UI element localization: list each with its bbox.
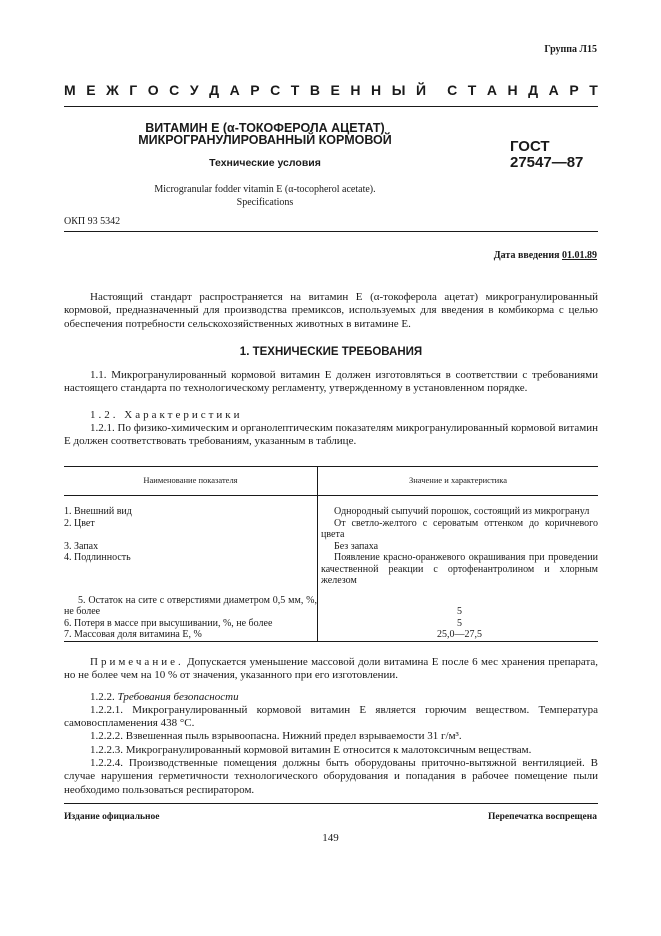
banner-letter: С [447, 82, 458, 98]
banner-letter: Т [467, 82, 477, 98]
banner-letter: А [548, 82, 559, 98]
footer-reprint-prohibited: Перепечатка воспрещена [487, 812, 597, 822]
banner-letter: Р [569, 82, 579, 98]
paragraph-1-2-2-4: 1.2.2.4. Производственные помещения должны быть оборудованы приточно-вытяжной вентиляцией. В случае нарушения герметичности технологического оборудования и попадания в рабочее помещение пыли необходимо пользоваться респиратором. [64, 757, 598, 796]
table-row [64, 552, 598, 587]
title-line-2: МИКРОГРАНУЛИРОВАННЫЙ КОРМОВОЙ [138, 133, 392, 147]
top-rule [64, 106, 598, 107]
specification-table [64, 466, 598, 642]
banner-letter: Е [86, 82, 96, 98]
gost-number: 27547—87 [510, 154, 584, 171]
paragraph-1-2-1: 1.2.1. По физико-химическим и органолептическим показателям микрогранулированный кормовой витамин Е должен соответствовать требованиям, указанным в таблице. [64, 422, 598, 448]
note-text: Допускается уменьшение массовой доли витамина Е после 6 мес хранения препарата, но не более чем на 10 % от значения, указанного при его изготовлении. [64, 656, 599, 682]
intro-date-value: 01.01.89 [562, 250, 597, 261]
banner-letter: Т [589, 82, 598, 98]
table-row [64, 587, 598, 618]
banner-letter: Г [129, 82, 138, 98]
banner-letter: У [189, 82, 199, 98]
banner-letter: С [270, 82, 281, 98]
banner-letter: Н [371, 82, 382, 98]
footer-official-edition: Издание официальное [64, 812, 160, 822]
row-value: От светло-желтого с сероватым оттенком до коричневого цвета [321, 517, 598, 540]
table-header-row [64, 467, 598, 496]
paragraph-1-1: 1.1. Микрогранулированный кормовой витамин Е должен изготовляться в соответствии с требованиями настоящего стандарта по технологическому регламенту, утвержденному в установленном порядке. [64, 369, 598, 395]
row-name: 1. Внешний вид [64, 496, 318, 518]
title-line-1: ВИТАМИН Е (α-ТОКОФЕРОЛА АЦЕТАТ) [145, 121, 385, 135]
intro-date-label: Дата введения [493, 250, 560, 261]
banner-letter: С [169, 82, 180, 98]
paragraph-1-2-2-2: 1.2.2.2. Взвешенная пыль взрывоопасна. Нижний предел взрываемости 31 г/м³. [90, 730, 462, 742]
section-1-heading: 1. ТЕХНИЧЕСКИЕ ТРЕБОВАНИЯ [239, 346, 423, 358]
intro-paragraph: Настоящий стандарт распространяется на витамин Е (α-токоферола ацетат) микрогранулированный кормовой, предназначенный для производства премиксов, используемых для введения в комбикорма с целью обеспечения потребности сельскохозяйственных животных в витамине Е. [64, 291, 598, 330]
row-name: 5. Остаток на сите с отверстиями диаметром 0,5 мм, %, не более [64, 587, 318, 618]
banner-letter: Ы [391, 82, 406, 98]
row-value: 5 [457, 617, 462, 629]
row-name: 4. Подлинность [64, 552, 318, 587]
row-name: 3. Запах [64, 541, 318, 553]
banner-letter: Н [350, 82, 361, 98]
row-value: Однородный сыпучий порошок, состоящий из микрогранул [334, 506, 590, 517]
paragraph-1-2-2-1: 1.2.2.1. Микрогранулированный кормовой витамин Е является горючим веществом. Температура самовоспламенения 438 °С. [64, 704, 598, 730]
okp-code: ОКП 93 5342 [64, 216, 121, 227]
table-row [64, 618, 598, 630]
banner-letter: Р [250, 82, 260, 98]
paragraph-1-2: 1.2. Характеристики [90, 409, 243, 421]
safety-number: 1.2.2. [90, 691, 115, 703]
banner-letter: А [229, 82, 240, 98]
page-number: 149 [322, 832, 339, 844]
table-row [64, 518, 598, 541]
banner-letter: Т [290, 82, 300, 98]
paragraph-1-2-2-3: 1.2.2.3. Микрогранулированный кормовой витамин Е относится к малотоксичным веществам. [90, 744, 532, 756]
banner-letter: А [486, 82, 497, 98]
safety-heading [64, 691, 598, 704]
english-title-1: Microgranular fodder vitamin E (α-tocopherol acetate). [154, 184, 376, 195]
banner-letter: Н [507, 82, 518, 98]
group-code: Группа Л15 [544, 44, 597, 55]
row-name: 2. Цвет [64, 518, 318, 541]
english-title-2: Specifications [236, 197, 294, 208]
safety-title: Требования безопасности [117, 691, 239, 703]
row-name: 6. Потеря в массе при высушивании, %, не более [64, 618, 318, 630]
column-header-value: Значение и характеристика [318, 467, 599, 496]
column-header-name: Наименование показателя [64, 467, 318, 496]
table-row [64, 541, 598, 553]
gost-label: ГОСТ [510, 138, 550, 155]
banner-letter: Д [528, 82, 539, 98]
banner-letter: Ж [106, 82, 119, 98]
note-label: Примечание. [90, 656, 184, 668]
intro-date [494, 250, 597, 261]
table-note [64, 656, 598, 683]
row-value: Появление красно-оранжевого окрашивания при проведении качественной реакции с ортофенантролином и хлорным железом [321, 552, 598, 586]
footer-rule [64, 803, 598, 804]
table-row [64, 629, 598, 641]
row-value: 5 [457, 605, 462, 617]
title-subtitle: Технические условия [209, 157, 321, 169]
table-row [64, 496, 598, 518]
banner-letter: Д [209, 82, 220, 98]
banner-letter: О [147, 82, 159, 98]
row-value: 25,0—27,5 [318, 629, 599, 641]
banner-letter: М [64, 82, 76, 98]
standard-banner [64, 82, 598, 98]
banner-letter: Й [415, 82, 427, 98]
banner-letter: В [309, 82, 320, 98]
header-rule [64, 231, 598, 232]
row-name: 7. Массовая доля витамина Е, % [64, 629, 318, 641]
banner-letter: Е [330, 82, 340, 98]
row-value: Без запаха [334, 540, 379, 552]
